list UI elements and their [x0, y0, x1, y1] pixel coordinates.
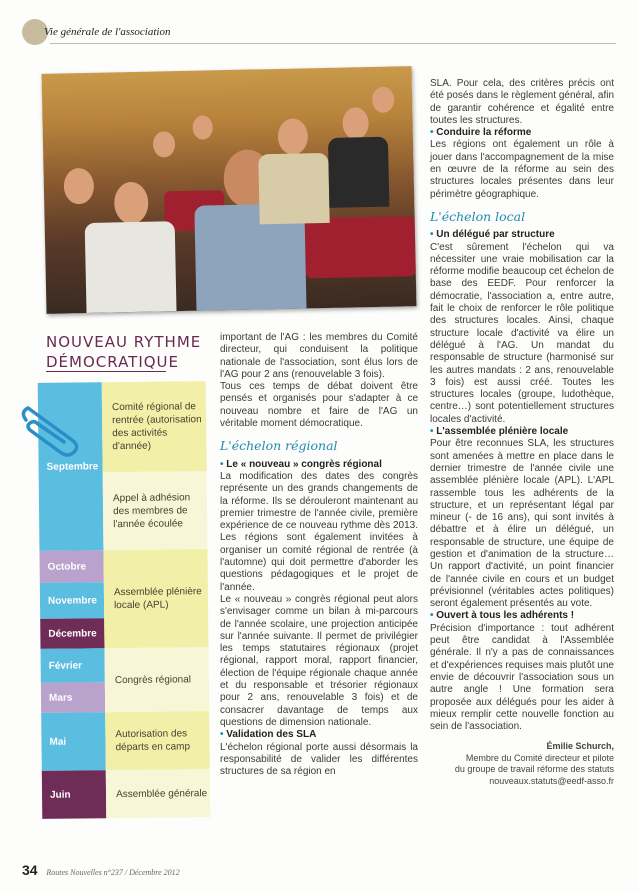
page-number: 34: [22, 862, 38, 878]
timeline-month: Octobre: [39, 550, 103, 583]
right-column: SLA. Pour cela, des critères précis ont été posés dans le règlement général, afin de garantir cohérence et égalité entre toutes les structures. • Conduire la réforme Les régions ont également un rôle à jouer dans l'accompagnement de la mise en œuvre de la réforme au sein des structures locales présentes dans leur périmètre géographique. L'échelon local • Un délégué par structure C'est sûrement l'échelon qui va nécessiter une vraie mobilisation car la réforme modifie beaucoup cet échelon de base des EEDF. Pour renforcer la démocratie, l'association a, entre autre, fait le choix de renforcer le rôle politique des structures locales. Ainsi, chaque structure locale d'activité va élire un délégué à l'AG. Un mandat du responsable de structure (harmonisé sur les autres mandats : 2 ans, renouvelable 3 fois) est aussi créé. Toutes les structures locales (groupe, ludothèque, centre…) sont potentiellement structures locales d'activité. • L'assemblée plénière locale Pour être reconnues SLA, les structures sont amenées à mettre en place dans le dernier trimestre de l'année civile une assemblée plénière locale (APL). L'APL rassemble tous les adhérents de la structure, et un représentant légal par mineur (- de 16 ans), qui sont invités à débattre et à élire un délégué, un responsable de structure, une équipe de gestion et d'animation de la structure… Un rapport d'activité, un point financier de l'année civile en cours et un budget prévisionnel (véritables actes politiques) seront également présentés au vote. • Ouvert à tous les adhérents ! Précision d'importance : tout adhérent peut être candidat à l'Assemblée générale. Il n'y a pas de connaissances et d'expériences requises mais plutôt une envie de découvrir l'association sous un autre angle ! Une formation sera proposée aux délégués pour les aider à mieux remplir cette nouvelle fonction au sein de l'association. Émilie Schurch, Membre du Comité directeur et pilote du groupe de travail réforme des statuts nouveaux.statuts@eedf-asso.fr: [430, 78, 615, 786]
timeline-month: Décembre: [40, 618, 104, 649]
signature: Émilie Schurch, Membre du Comité directeur et pilote du groupe de travail réforme des statuts nouveaux.statuts@eedf-asso.fr: [454, 741, 614, 786]
timeline-month: Mars: [41, 682, 105, 713]
timeline-month: Novembre: [40, 582, 104, 619]
sidebar-title: NOUVEAU RYTHME DÉMOCRATIQUE: [46, 333, 202, 371]
publication-info: Routes Nouvelles n°237 / Décembre 2012: [46, 868, 180, 877]
header-rule: [50, 43, 616, 44]
footer: [22, 862, 180, 878]
timeline-desc: Congrès régional: [105, 647, 210, 712]
timeline-desc: Autorisation des départs en camp: [105, 711, 210, 770]
timeline-month: Février: [41, 648, 105, 683]
timeline-month: Juin: [42, 770, 106, 819]
timeline-desc: Assemblée générale: [106, 769, 210, 818]
timeline-desc: Comité régional de rentrée (autorisation des activités d'année): [102, 381, 207, 472]
paperclip-icon: [16, 400, 86, 460]
timeline-desc: Appel à adhésion des membres de l'année écoulée: [103, 471, 208, 550]
conference-photo: [42, 66, 417, 314]
heading-regional: L'échelon régional: [220, 438, 338, 454]
heading-local: L'échelon local: [430, 208, 526, 224]
sidebar-title-rule: [46, 371, 166, 372]
timeline-month: Mai: [41, 712, 106, 771]
timeline-desc: Assemblée plénière locale (APL): [103, 549, 208, 648]
section-title: Vie générale de l'association: [44, 26, 171, 38]
middle-column: important de l'AG : les membres du Comité directeur, qui conduisent la politique nationale de l'association, sont élus lors de l'AG pour 2 ans (renouvelable 3 fois). Tous ces temps de débat doivent être pensés et organisés pour s'adapter à ce nouveau nombre et faire de l'AG un véritable moment démocratique. L'échelon régional • Le « nouveau » congrès régional La modification des dates des congrès représente un des grands changements de la réforme. Ils se dérouleront maintenant au premier trimestre de l'année civile, première expérience de ce nouveau rythme dès 2013. Les régions sont également invitées à organiser un comité régional de rentrée (à l'automne) qui doit permettre d'aborder les questions pédagogiques et le projet de l'année. Le « nouveau » congrès régional peut alors s'envisager comme un bilan à mi-parcours de l'année scolaire, une projection anticipée sur l'année suivante. Il permet de privilégier les temps statutaires régionaux (projet régional, rapport moral, rapport financier, élection de l'équipe régionale chaque année et du responsable et trésorier régionaux pour 2 ans, renouvelable 3 fois) et de consacrer davantage de temps aux questions de dimension nationale. • Validation des SLA L'échelon régional porte aussi désormais la responsabilité de valider les différentes structures de sa région en: [220, 332, 418, 778]
timeline-month: Septembre: [38, 382, 104, 551]
